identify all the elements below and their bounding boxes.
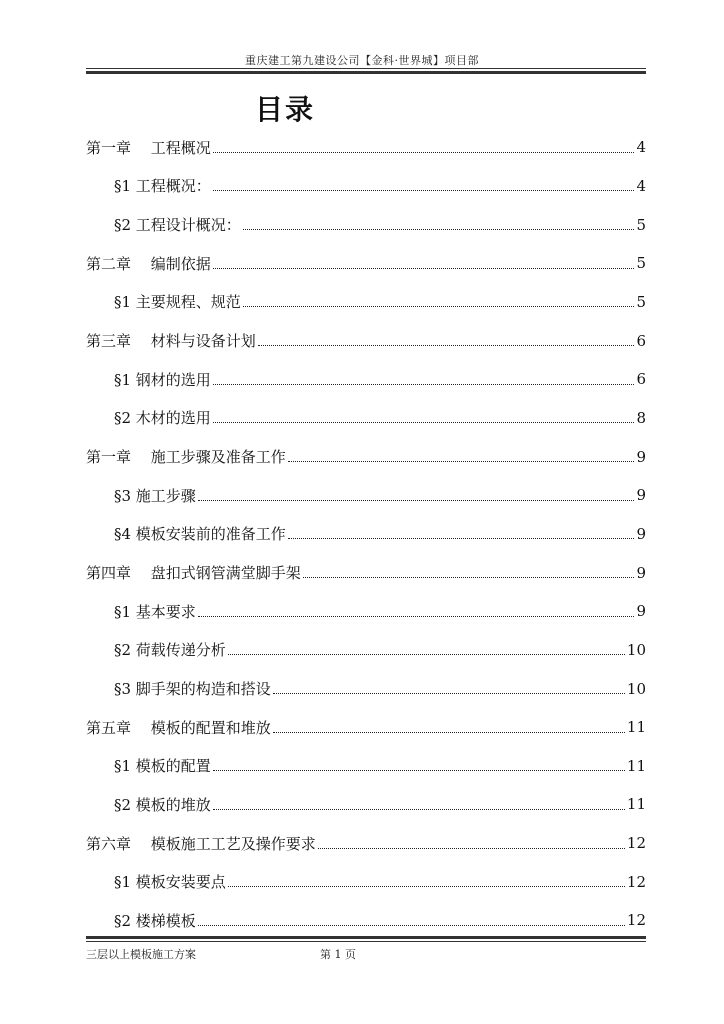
- toc-entry-section[interactable]: [86, 669, 646, 708]
- toc-entry-page: 9: [636, 602, 646, 621]
- toc-entry-section[interactable]: [86, 167, 646, 206]
- toc-leader-dots: [318, 848, 625, 849]
- toc-entry-label: §1 基本要求: [114, 602, 196, 621]
- toc-entry-section[interactable]: [86, 592, 646, 631]
- toc-entry-section[interactable]: [86, 515, 646, 554]
- toc-entry-page: 5: [636, 215, 646, 234]
- toc-entry-page: 4: [636, 138, 646, 157]
- toc-entry-chapter[interactable]: [86, 321, 646, 360]
- toc-entry-label: 第三章 材料与设备计划: [86, 332, 256, 351]
- toc-entry-label: 第二章 编制依据: [86, 254, 211, 273]
- toc-entry-page: 9: [636, 563, 646, 582]
- toc-leader-dots: [198, 500, 635, 501]
- toc-entry-page: 4: [636, 176, 646, 195]
- toc-leader-dots: [288, 538, 635, 539]
- toc-entry-page: 6: [636, 331, 646, 350]
- toc-entry-chapter[interactable]: [86, 708, 646, 747]
- toc-entry-section[interactable]: [86, 476, 646, 515]
- toc-entry-page: 12: [626, 872, 646, 891]
- toc-leader-dots: [243, 306, 635, 307]
- toc-leader-dots: [213, 268, 635, 269]
- toc-leader-dots: [213, 770, 625, 771]
- toc-entry-section[interactable]: [86, 360, 646, 399]
- toc-entry-page: 12: [626, 911, 646, 930]
- toc-leader-dots: [228, 654, 625, 655]
- toc-entry-chapter[interactable]: [86, 128, 646, 167]
- toc-entry-page: 11: [626, 718, 646, 737]
- toc-entry-label: §4 模板安装前的准备工作: [114, 525, 286, 544]
- toc-entry-label: 第六章 模板施工工艺及操作要求: [86, 834, 316, 853]
- toc-entry-page: 9: [636, 524, 646, 543]
- toc-leader-dots: [303, 577, 635, 578]
- footer-rule-thin: [86, 941, 646, 942]
- toc-entry-section[interactable]: [86, 283, 646, 322]
- toc-entry-chapter[interactable]: [86, 553, 646, 592]
- toc-leader-dots: [273, 693, 625, 694]
- toc-entry-chapter[interactable]: [86, 824, 646, 863]
- toc-entry-label: §1 工程概况：: [114, 177, 211, 196]
- toc-entry-section[interactable]: [86, 631, 646, 670]
- toc-entry-page: 11: [626, 795, 646, 814]
- toc-leader-dots: [288, 461, 635, 462]
- header-rule-thin: [86, 68, 646, 69]
- toc-entry-page: 9: [636, 486, 646, 505]
- toc-entry-page: 10: [626, 640, 646, 659]
- toc-leader-dots: [213, 384, 635, 385]
- page-header: 重庆建工第九建设公司【金科·世界城】项目部: [245, 54, 479, 67]
- toc-leader-dots: [198, 925, 625, 926]
- table-of-contents: [86, 128, 646, 940]
- toc-entry-page: 6: [636, 370, 646, 389]
- toc-entry-label: §3 脚手架的构造和搭设: [114, 680, 271, 699]
- page-title: 目录: [254, 93, 315, 126]
- toc-leader-dots: [213, 809, 625, 810]
- toc-entry-label: 第四章 盘扣式钢管满堂脚手架: [86, 564, 301, 583]
- footer-page-number: 第 1 页: [320, 948, 356, 961]
- toc-entry-label: §3 施工步骤: [114, 486, 196, 505]
- toc-entry-label: §1 钢材的选用: [114, 370, 211, 389]
- toc-entry-page: 10: [626, 679, 646, 698]
- toc-entry-section[interactable]: [86, 862, 646, 901]
- toc-leader-dots: [258, 345, 635, 346]
- toc-entry-chapter[interactable]: [86, 437, 646, 476]
- toc-leader-dots: [273, 732, 625, 733]
- toc-entry-label: 第一章 施工步骤及准备工作: [86, 448, 286, 467]
- toc-entry-page: 5: [636, 292, 646, 311]
- toc-entry-label: §1 模板的配置: [114, 757, 211, 776]
- toc-entry-section[interactable]: [86, 205, 646, 244]
- toc-entry-label: 第五章 模板的配置和堆放: [86, 718, 271, 737]
- toc-leader-dots: [228, 886, 625, 887]
- toc-entry-label: §1 模板安装要点: [114, 873, 226, 892]
- toc-entry-section[interactable]: [86, 901, 646, 940]
- toc-entry-label: §2 木材的选用: [114, 409, 211, 428]
- toc-entry-label: §2 模板的堆放: [114, 795, 211, 814]
- toc-entry-page: 5: [636, 254, 646, 273]
- toc-entry-label: §1 主要规程、规范: [114, 293, 241, 312]
- toc-entry-section[interactable]: [86, 785, 646, 824]
- toc-entry-page: 9: [636, 447, 646, 466]
- header-rule-thick: [86, 71, 646, 74]
- toc-entry-section[interactable]: [86, 399, 646, 438]
- toc-entry-label: 第一章 工程概况: [86, 138, 211, 157]
- toc-entry-page: 8: [636, 408, 646, 427]
- toc-entry-section[interactable]: [86, 747, 646, 786]
- toc-entry-label: §2 工程设计概况：: [114, 216, 241, 235]
- footer-doc-name: 三层以上模板施工方案: [86, 948, 196, 961]
- toc-entry-page: 12: [626, 834, 646, 853]
- toc-leader-dots: [198, 616, 635, 617]
- toc-leader-dots: [213, 190, 635, 191]
- toc-entry-chapter[interactable]: [86, 244, 646, 283]
- toc-entry-label: §2 荷载传递分析: [114, 641, 226, 660]
- toc-entry-page: 11: [626, 756, 646, 775]
- toc-leader-dots: [213, 152, 635, 153]
- footer-rule-thick: [86, 936, 646, 939]
- toc-entry-label: §2 楼梯模板: [114, 911, 196, 930]
- toc-leader-dots: [213, 422, 635, 423]
- toc-leader-dots: [243, 229, 635, 230]
